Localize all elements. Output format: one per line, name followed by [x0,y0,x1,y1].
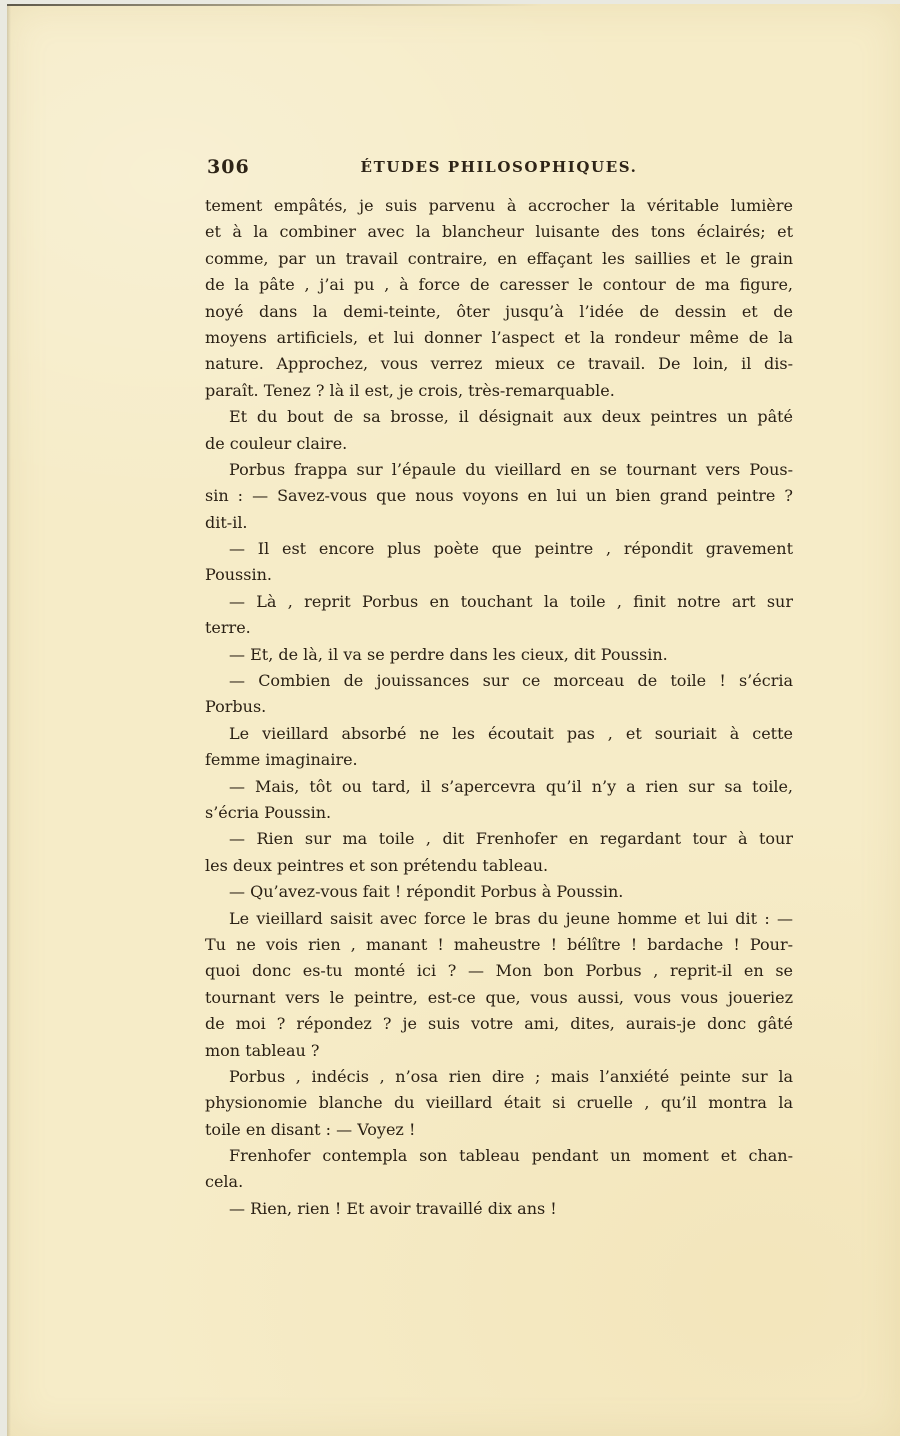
text-line: terre. [205,618,251,638]
paragraph [205,826,793,879]
text-line: — Il est encore plus poète que peintre , répondit gravement [229,539,793,559]
text-line: — Rien, rien ! Et avoir travaillé dix ans ! [229,1198,557,1218]
paragraph [205,193,793,404]
paragraph [205,642,793,668]
text-line: Poussin. [205,565,272,585]
scanned-book-page [7,4,900,1436]
text-line: de couleur claire. [205,433,348,453]
text-line: s’écria Poussin. [205,802,332,822]
text-line: moyens artificiels, et lui donner l’aspect et la rondeur même de la [205,327,793,347]
text-line: physionomie blanche du vieillard était si cruelle , qu’il montra la [205,1093,793,1113]
text-block [205,193,793,1222]
paragraph [205,906,793,1064]
text-line: de moi ? répondez ? je suis votre ami, dites, aurais-je donc gâté [205,1014,793,1034]
running-title: ÉTUDES PHILOSOPHIQUES. [360,158,638,176]
text-line: — Qu’avez-vous fait ! répondit Porbus à Poussin. [229,882,624,902]
text-line: sin : — Savez-vous que nous voyons en lui un bien grand peintre ? [205,486,793,506]
text-line: — Rien sur ma toile , dit Frenhofer en regardant tour à tour [229,829,793,849]
paragraph [205,879,793,905]
paragraph [205,589,793,642]
text-line: Et du bout de sa brosse, il désignait aux deux peintres un pâté [229,407,793,427]
text-line: tournant vers le peintre, est-ce que, vous aussi, vous vous joueriez [205,987,793,1007]
paragraph [205,1196,793,1222]
page-header [205,154,793,182]
text-line: noyé dans la demi-teinte, ôter jusqu’à l’idée de dessin et de [205,301,793,321]
paragraph [205,1143,793,1196]
paragraph [205,404,793,457]
text-line: — Là , reprit Porbus en touchant la toile , finit notre art sur [229,591,793,611]
text-line: Porbus , indécis , n’osa rien dire ; mais l’anxiété peinte sur la [229,1066,793,1086]
text-line: paraît. Tenez ? là il est, je crois, très-remarquable. [205,380,615,400]
paragraph [205,668,793,721]
text-line: femme imaginaire. [205,750,358,770]
text-line: de la pâte , j’ai pu , à force de caresser le contour de ma figure, [205,275,793,295]
text-line: comme, par un travail contraire, en effaçant les saillies et le grain [205,248,793,268]
text-line: Porbus. [205,697,267,717]
text-line: mon tableau ? [205,1040,320,1060]
text-line: Le vieillard saisit avec force le bras du jeune homme et lui dit : — [229,908,793,928]
text-line: Porbus frappa sur l’épaule du vieillard en se tournant vers Pous- [229,459,793,479]
text-line: toile en disant : — Voyez ! [205,1119,416,1139]
page-number: 306 [207,156,250,178]
text-line: tement empâtés, je suis parvenu à accrocher la véritable lumière [205,196,793,215]
text-line: Frenhofer contempla son tableau pendant un moment et chan- [229,1146,793,1166]
text-line: — Mais, tôt ou tard, il s’apercevra qu’il n’y a rien sur sa toile, [229,776,793,796]
text-line: — Combien de jouissances sur ce morceau de toile ! s’écria [229,671,793,691]
text-line: Tu ne vois rien , manant ! maheustre ! bélître ! bardache ! Pour- [205,934,793,954]
text-line: et à la combiner avec la blancheur luisante des tons éclairés; et [205,222,793,242]
text-line: dit-il. [205,512,248,532]
paragraph [205,1064,793,1143]
paragraph [205,774,793,827]
text-line: les deux peintres et son prétendu tableau. [205,855,549,875]
paragraph [205,536,793,589]
text-line: quoi donc es-tu monté ici ? — Mon bon Porbus , reprit-il en se [205,961,793,981]
text-line: Le vieillard absorbé ne les écoutait pas , et souriait à cette [229,723,793,743]
paragraph [205,721,793,774]
text-line: cela. [205,1172,244,1192]
text-line: — Et, de là, il va se perdre dans les cieux, dit Poussin. [229,644,668,664]
paragraph [205,457,793,536]
text-line: nature. Approchez, vous verrez mieux ce travail. De loin, il dis- [205,354,793,374]
